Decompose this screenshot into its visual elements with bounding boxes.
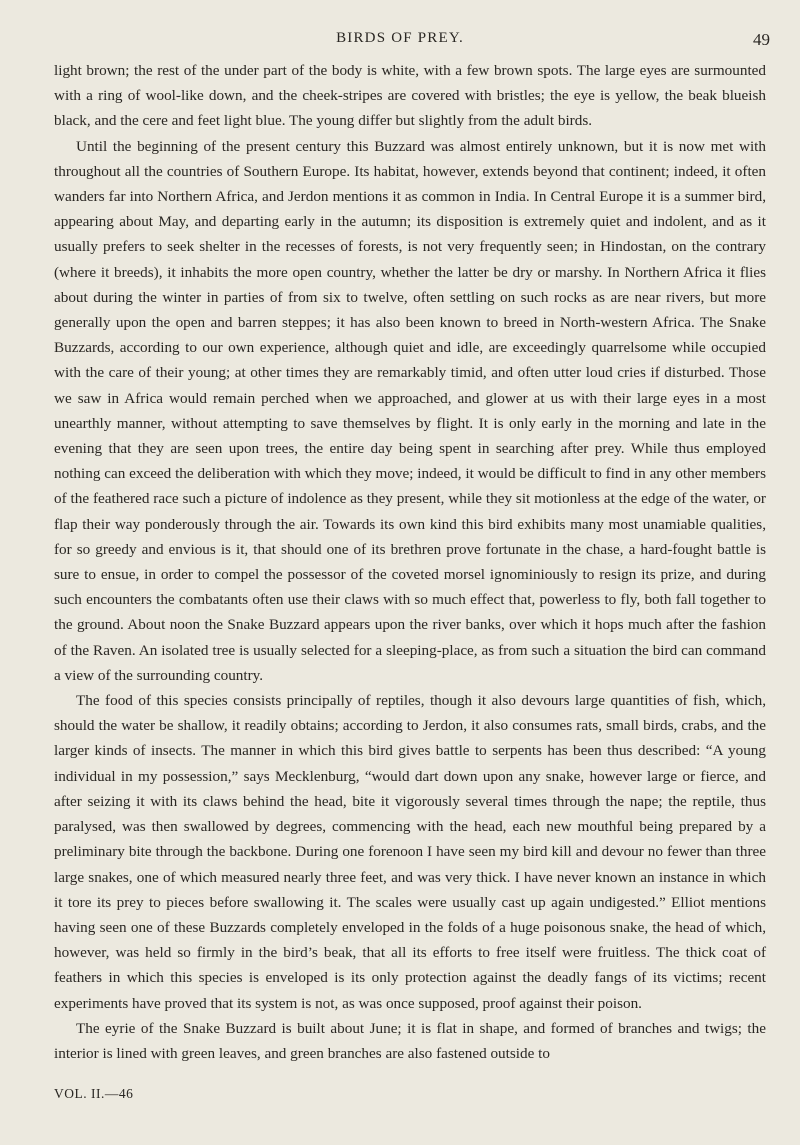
- paragraph-continued: light brown; the rest of the under part of the body is white, with a few brown spots. The large eyes are surmounted with a ring of wool-like down, and the cheek-stripes are covered with bristles; the eye is yellow, the beak blueish black, and the cere and feet light blue. The young differ but slightly from the adult birds.: [54, 62, 766, 130]
- body-text: [54, 58, 766, 1066]
- paragraph-habitat: Until the beginning of the present century this Buzzard was almost entirely unknown, but it is now met with throughout all the countries of Southern Europe. Its habitat, however, extends beyond that continent; indeed, it often wanders far into Northern Africa, and Jerdon mentions it as common in India. In Central Europe it is a summer bird, appearing about May, and departing early in the autumn; its disposition is extremely quiet and indolent, and as it usually prefers to seek shelter in the recesses of forests, is not very frequently seen; in Hindostan, on the contrary (where it breeds), it inhabits the more open country, whether the latter be dry or marshy. In Northern Africa it flies about during the winter in parties of from six to twelve, often settling on such rocks as are near rivers, but more generally upon the open and barren steppes; it has also been known to breed in North-western Africa. The Snake Buzzards, according to our own experience, although quiet and idle, are exceedingly quarrelsome while occupied with the care of their young; at other times they are remarkably timid, and often utter loud cries if disturbed. Those we saw in Africa would remain perched when we approached, and glower at us with their large eyes in a most unearthly manner, without attempting to save themselves by flight. It is only early in the morning and late in the evening that they are seen upon trees, the entire day being spent in searching after prey. While thus employed nothing can exceed the deliberation with which they move; indeed, it would be difficult to find in any other members of the feathered race such a picture of indolence as they present, while they sit motionless at the edge of the water, or flap their way ponderously through the air. Towards its own kind this bird exhibits many most unamiable qualities, for so greedy and envious is it, that should one of its brethren prove fortunate in the chase, a hard-fought battle is sure to ensue, in order to compel the possessor of the coveted morsel ignominiously to resign its prize, and during such encounters the combatants often use their claws with so much effect that, powerless to fly, both fall together to the ground. About noon the Snake Buzzard appears upon the river banks, over which it hops much after the fashion of the Raven. An isolated tree is usually selected for a sleeping-place, as from such a situation the bird can command a view of the surrounding country.: [54, 137, 766, 684]
- volume-signature: VOL. II.—46: [54, 1086, 134, 1101]
- running-head: [0, 30, 800, 52]
- paragraph-food: The food of this species consists principally of reptiles, though it also devours large quantities of fish, which, should the water be shallow, it readily obtains; according to Jerdon, it also consumes rats, small birds, crabs, and the larger kinds of insects. The manner in which this bird gives battle to serpents has been thus described: “A young individual in my possession,” says Mecklenburg, “would dart down upon any snake, however large or fierce, and after seizing it with its claws behind the head, bite it vigorously several times through the nape; the reptile, thus paralysed, was then swallowed by degrees, commencing with the head, each new mouthful being prepared by a preliminary bite through the backbone. During one forenoon I have seen my bird kill and devour no fewer than three large snakes, one of which measured nearly three feet, and was very thick. I have never known an instance in which it tore its prey to pieces before swallowing it. The scales were usually cast up again undigested.” Elliot mentions having seen one of these Buzzards completely enveloped in the folds of a huge poisonous snake, the head of which, however, was held so firmly in the bird’s beak, that all its efforts to free itself were fruitless. The thick coat of feathers in which this species is enveloped is its only protection against the deadly fangs of its victims; recent experiments have proved that its system is not, as was once supposed, proof against their poison.: [54, 692, 766, 1012]
- paragraph-eyrie: The eyrie of the Snake Buzzard is built about June; it is flat in shape, and formed of branches and twigs; the interior is lined with green leaves, and green branches are also fastened outside to: [54, 1019, 766, 1062]
- page-number: 49: [753, 30, 770, 49]
- running-title: BIRDS OF PREY.: [336, 30, 464, 46]
